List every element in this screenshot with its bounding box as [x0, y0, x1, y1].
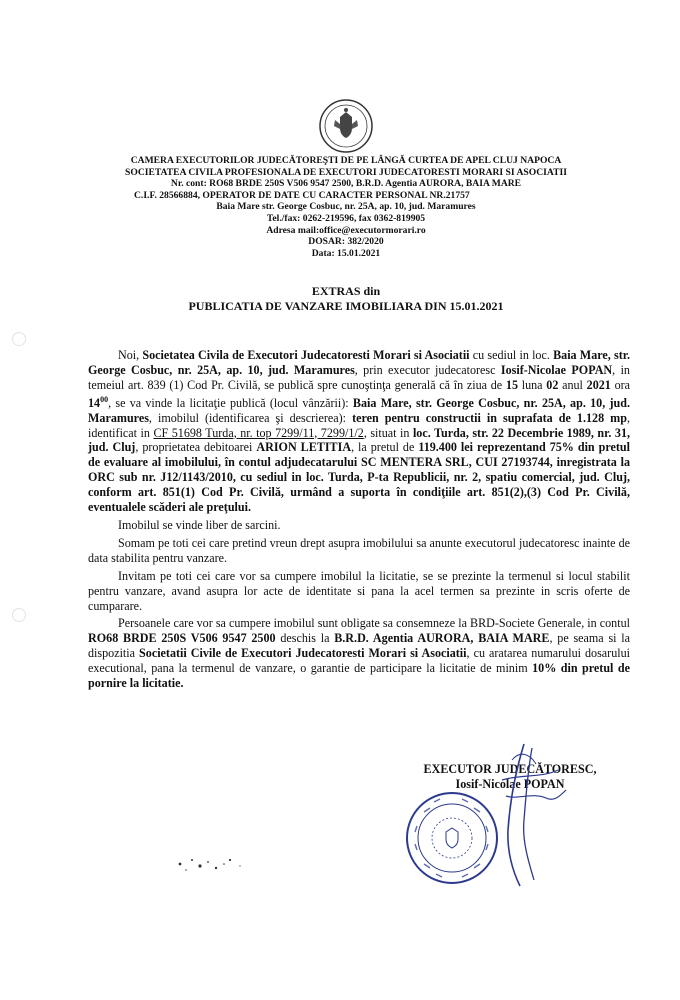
document-body	[88, 348, 630, 694]
signer-name: Iosif-Nicolae POPAN	[455, 777, 565, 791]
bold-text: teren pentru constructii in suprafata de 1.128 mp	[352, 410, 627, 425]
text: Persoanele care vor sa cumpere imobilul sunt obligate sa consemneze la BRD-Societe Generale, in contul	[118, 616, 630, 631]
text: , prin executor judecatoresc	[354, 362, 501, 377]
bold-text: Baia Mare, str. George Cosbuc, nr. 25A, ap. 10, jud. Maramures	[88, 395, 630, 425]
title-line-2: PUBLICATIA DE VANZARE IMOBILIARA DIN 15.01.2021	[188, 299, 504, 313]
text: deschis la	[275, 631, 335, 646]
text: , cu aratarea numarului dosarului executional, pana la termenul de vanzare, o garantie de participare la licitatie de minim	[88, 646, 631, 676]
bold-text: ARION LETITIA	[256, 440, 352, 455]
document-date: Data: 15.01.2021	[311, 247, 381, 259]
bold-text: 2021	[586, 377, 611, 392]
paragraph-summons: Somam pe toti cei care pretind vreun drept asupra imobilului sa anunte executorul judecatoresc inainte de data stabilita pentru vanzare.	[88, 535, 630, 565]
header-line: SOCIETATEA CIVILA PROFESIONALA DE EXECUTORI JUDECATORESTI MORARI SI ASOCIATII	[125, 166, 567, 178]
coat-of-arms-emblem-icon	[318, 98, 374, 154]
header-line: Adresa mail:office@executormorari.ro	[266, 224, 426, 236]
bold-text: loc. Turda, str. 22 Decembrie 1989, nr. 31, jud. Cluj	[88, 425, 631, 455]
bold-text: Iosif-Nicolae POPAN	[500, 362, 613, 377]
paragraph-guarantee	[88, 616, 630, 691]
superscript: 00	[100, 394, 109, 404]
paragraph-invitation: Invitam pe toti cei care vor sa cumpere imobilul la licitatie, se se prezinte la termenul si locul stabilit pentru vanzare, avand asupra lor acte de identitate si pana la acel termen sa prezinte in scris oferte de cumparare.	[88, 568, 630, 613]
handwritten-signature-icon	[462, 740, 572, 890]
document-title	[60, 284, 632, 314]
bold-text: Societatii Civile de Executori Judecatoresti Morari si Asociatii	[139, 646, 467, 661]
scan-smudge-icon	[170, 850, 270, 880]
text: , la pretul de	[351, 440, 419, 455]
paragraph-sale-notice	[88, 348, 630, 515]
header-line: C.I.F. 28566884, OPERATOR DE DATE CU CARACTER PERSONAL NR.21757	[134, 189, 470, 201]
text: , pe seama si la dispozitia	[88, 631, 630, 661]
land-registry-reference: CF 51698 Turda, nr. top 7299/11, 7299/1/2	[153, 425, 364, 440]
bold-text: 119.400 lei reprezentand 75% din pretul de evaluare al imobilului, în contul adjudecatarului SC MENTERA SRL, CUI 27193744, inregistrata la ORC sub nr. J12/1143/2010, cu sediul in loc. Turda, P-ta Republicii, nr. 2, spatiu comercial, jud. Cluj, conform art. 851(1) Cod Pr. Civilă, urmând a suporta în condiţiile art. 851(2),(3) Cod Pr. Civilă, eventualele scăderi ale preţului.	[88, 440, 630, 515]
bold-text: Baia Mare, str. George Cosbuc, nr. 25A, ap. 10, jud. Maramures	[88, 348, 631, 377]
punch-hole	[12, 608, 26, 622]
bold-text: 14	[88, 395, 101, 410]
header-line: Baia Mare str. George Cosbuc, nr. 25A, ap. 10, jud. Maramures	[216, 201, 476, 213]
bold-text: B.R.D. Agentia AURORA, BAIA MARE	[334, 631, 550, 646]
dosar-number: DOSAR: 382/2020	[308, 236, 384, 248]
bold-text: 10% din pretul de pornire la licitatie.	[88, 661, 630, 691]
header-line: Nr. cont: RO68 BRDE 250S V506 9547 2500, B.R.D. Agentia AURORA, BAIA MARE	[170, 178, 522, 190]
bold-text: 15	[505, 377, 518, 392]
text: anul	[558, 377, 587, 392]
paragraph-no-encumbrances: Imobilul se vinde liber de sarcini.	[118, 518, 281, 532]
bold-text: 02	[546, 377, 559, 392]
text: , situat in	[363, 425, 413, 440]
bold-text: Societatea Civila de Executori Judecatoresti Morari si Asociatii	[142, 348, 470, 362]
text: ora	[610, 377, 631, 392]
text: , in temeiul art. 839 (1) Cod Pr. Civilă, se publică spre cunoştinţa generală că în ziua de	[88, 362, 630, 392]
bold-text: RO68 BRDE 250S V506 9547 2500	[88, 631, 276, 646]
text: Noi,	[118, 348, 143, 362]
punch-hole	[12, 332, 26, 346]
title-line-1: EXTRAS din	[311, 284, 381, 298]
header-line: Tel./fax: 0262-219596, fax 0362-819905	[266, 212, 426, 224]
signer-role: EXECUTOR JUDECĂTORESC,	[423, 762, 597, 776]
letterhead	[60, 155, 632, 259]
text: cu sediul in loc.	[469, 348, 554, 362]
text: , proprietatea debitoarei	[135, 440, 257, 455]
text: , imobilul (identificarea şi descrierea):	[148, 410, 353, 425]
text: luna	[518, 377, 547, 392]
header-line: CAMERA EXECUTORILOR JUDECĂTOREŞTI DE PE LÂNGĂ CURTEA DE APEL CLUJ NAPOCA	[130, 155, 562, 166]
text: , se va vinde la licitaţie publică (locul vânzării):	[108, 395, 353, 410]
text: , identificat in	[88, 410, 630, 440]
